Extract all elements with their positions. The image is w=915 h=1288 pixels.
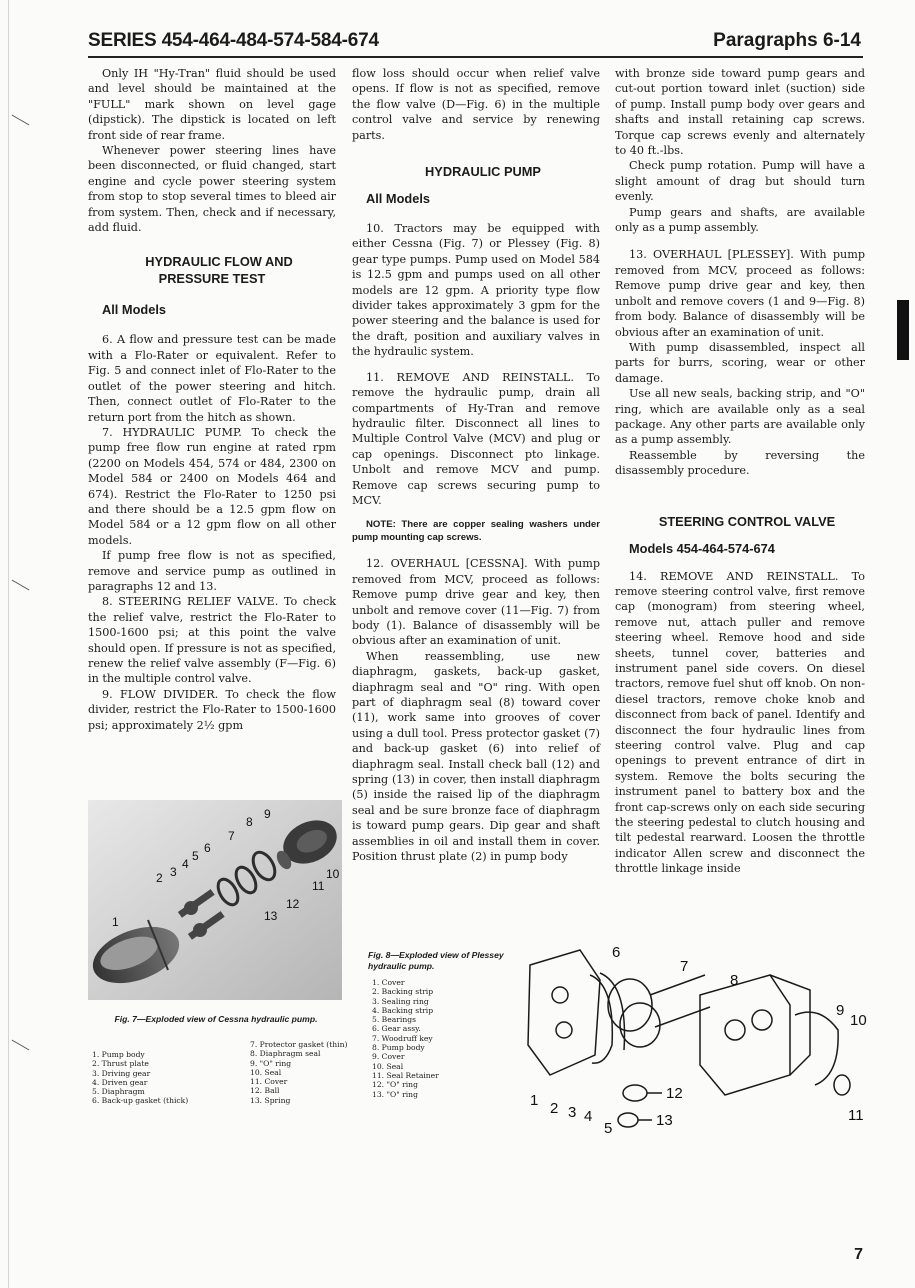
paragraph: 6. A flow and pressure test can be made with a Flo-Rater or equivalent. Refer to Fig. 5 and connect inlet of Flo-Rater to the outlet of the power steering and hitch. Then, connect outlet of Flo-Rater to the return port from the hitch as shown. [88,333,336,424]
paragraph: Whenever power steering lines have been disconnected, or fluid changed, start engine and cycle power steering system from stop to stop several times to bleed air from system. Then, check and if necessary, add fluid. [88,144,336,235]
paragraph: 8. STEERING RELIEF VALVE. To check the relief valve, restrict the Flo-Rater to 1500-1600 psi; at this point the valve should open. If pressure is not as specified, renew the relief valve assembly (F—Fig. 6) in the multiple control valve. [88,595,336,686]
scan-edge-line [8,0,9,1288]
part-item: 6. Gear assy. [372,1024,421,1034]
column-2 [352,66,600,864]
callout-11: 11 [312,879,325,893]
part-item: 13. Spring [250,1095,291,1105]
subsection-heading: All Models [366,191,430,207]
fig7-photo [88,800,342,1000]
part-item: 9. "O" ring [250,1058,292,1068]
callout-12: 12 [666,1085,683,1102]
paragraph: Pump gears and shafts, are available only as a pump assembly. [615,205,865,235]
callout-10: 10 [326,867,340,881]
callout-6: 6 [612,944,621,961]
paragraph: Only IH "Hy-Tran" fluid should be used and level should be maintained at the "FULL" mark shown on level gage (dipstick). The dipstick is located on left front side of rear frame. [88,67,336,142]
callout-5: 5 [192,849,199,863]
callout-13: 13 [264,909,278,923]
paragraph: Reassemble by reversing the disassembly procedure. [615,448,865,478]
part-item: 2. Thrust plate [92,1059,149,1069]
callout-3: 3 [170,865,177,879]
paragraph: 12. OVERHAUL [CESSNA]. With pump removed from MCV, proceed as follows: Remove pump drive gear and key, then unbolt and remove cover (11—Fig. 7) from body (1). Balance of disassembly will be obvious after an examination of unit. [352,557,600,648]
part-item: 10. Seal [372,1061,404,1071]
callout-3: 3 [568,1104,577,1121]
part-item: 8. Pump body [372,1043,425,1053]
callout-11: 11 [848,1107,864,1124]
paragraph: If pump free flow is not as specified, remove and service pump as outlined in paragraphs 12 and 13. [88,549,336,593]
callout-4: 4 [182,857,189,871]
part-item: 7. Protector gasket (thin) [250,1040,348,1049]
callout-7: 7 [228,829,235,843]
paragraph: 13. OVERHAUL [PLESSEY]. With pump removed from MCV, proceed as follows: Remove pump drive gear and key, then unbolt and remove covers (1 and 9—Fig. 8) from body. Balance of disassembly will be obvious after an examination of unit. [615,248,865,339]
callout-2: 2 [550,1100,559,1117]
part-item: 3. Sealing ring [372,996,429,1006]
paragraph: 9. FLOW DIVIDER. To check the flow divider, restrict the Flo-Rater to 1500-1600 psi; approximately 2½ gpm [88,687,336,732]
part-item: 10. Seal [250,1067,282,1077]
part-item: 11. Seal Retainer [372,1070,439,1080]
margin-mark [12,115,30,126]
callout-7: 7 [680,958,689,975]
fig7-caption: Fig. 7—Exploded view of Cessna hydraulic pump. [114,1014,318,1024]
header-rule [88,56,863,58]
part-item: 9. Cover [372,1052,405,1062]
callout-4: 4 [584,1108,593,1125]
series-title: SERIES 454-464-484-574-584-674 [88,30,379,51]
part-item: 5. Diaphragm [92,1087,145,1097]
callout-10: 10 [850,1012,867,1029]
part-item: 3. Driving gear [92,1068,151,1078]
part-item: 5. Bearings [372,1015,416,1025]
callout-2: 2 [156,871,163,885]
paragraph: flow loss should occur when relief valve opens. If flow is not as specified, remove the flow valve (D—Fig. 6) in the multiple control valve and service by renewing parts. [352,67,600,142]
fig8-caption: Fig. 8—Exploded view of Plessey hydraulic pump. [368,950,504,971]
paragraph: 10. Tractors may be equipped with either Cessna (Fig. 7) or Plessey (Fig. 8) gear type pumps. Pump used on Model 584 is 12.5 gpm and pumps used on all other models are 12 gpm. A priority type flow divider takes approximately 3 gpm for the power steering and the balance is used for the draft, position and auxiliary valves in the hydraulic system. [352,222,600,359]
part-item: 12. Ball [250,1086,280,1096]
fig8-parts [372,978,492,1099]
part-item: 7. Woodruff key [372,1033,433,1043]
part-item: 2. Backing strip [372,987,434,997]
callout-12: 12 [286,897,300,911]
page-number: 7 [854,1246,863,1263]
paragraph: Use all new seals, backing strip, and "O" ring, which are available only as a seal package. Any other parts are available only as a pump assembly. [615,387,865,447]
fig7-exploded-illustration [88,800,342,1000]
callout-1: 1 [530,1092,539,1109]
paragraph: Check pump rotation. Pump will have a slight amount of drag but should turn evenly. [615,159,865,204]
part-item: 8. Diaphragm seal [250,1049,321,1059]
section-heading: HYDRAULIC PUMP [425,164,541,180]
callout-8: 8 [730,972,739,989]
fig7-parts-left [92,1050,212,1106]
paragraphs-title: Paragraphs 6-14 [713,30,861,51]
section-heading: STEERING CONTROL VALVE [658,513,836,529]
paragraph: 14. REMOVE AND REINSTALL. To remove steering control valve, first remove cap (monogram) from steering wheel, remove nut, attach puller and remove steering wheel. Remove hood and side sheets, tunnel cover, batteries and instrument panel side covers. On diesel tractors, remove fuel shut off knob. On non-diesel tractors, remove choke knob and disconnect from back of panel. Identify and disconnect the four hydraulic lines from steering control valve. Plug and cap openings to prevent entrance of dirt in system. Remove the bolts securing the instrument panel to battery box and the front cap-screws only on each side securing the steering pedestal to clutch housing and tilt pedestal rearward. Loosen the throttle indicator Allen screw and disconnect the throttle linkage inside [615,569,865,876]
part-item: 12. "O" ring [372,1080,418,1090]
callout-1: 1 [112,915,119,929]
section-heading: HYDRAULIC FLOW AND PRESSURE TEST [145,254,293,287]
fig8-exploded-drawing [520,935,870,1135]
part-item: 6. Back-up gasket (thick) [92,1096,189,1106]
paragraph: With pump disassembled, inspect all parts for burrs, scoring, wear or other damage. [615,340,865,385]
callout-8: 8 [246,815,253,829]
callout-5: 5 [604,1120,613,1135]
part-item: 4. Driven gear [92,1077,148,1087]
column-3 [615,66,865,877]
subsection-heading: Models 454-464-574-674 [629,540,775,556]
part-item: 1. Cover [372,978,405,987]
part-item: 11. Cover [250,1077,288,1087]
margin-mark [12,580,30,591]
fig7-parts-right [250,1040,350,1105]
part-item: 1. Pump body [92,1050,145,1059]
callout-13: 13 [656,1112,673,1129]
column-1 [88,66,336,733]
part-item: 13. "O" ring [372,1089,418,1099]
callout-9: 9 [836,1002,845,1019]
subsection-heading: All Models [102,302,166,318]
paragraph: 7. HYDRAULIC PUMP. To check the pump free flow run engine at rated rpm (2200 on Models 454, 574 or 484, 2300 on Model 584 or 2400 on Models 464 and 674). Restrict the Flo-Rater to 1250 psi and there should be a 12.5 gpm flow on Model 584 or a 12 gpm flow on all other models. [88,425,336,547]
paragraph: When reassembling, use new diaphragm, gaskets, back-up gasket, diaphragm seal and "O" ring. With open part of diaphragm seal (8) toward cover (11), work same into grooves of cover using a dull tool. Press protector gasket (7) and back-up gasket (6) into relief of diaphragm seal. Install check ball (12) and spring (13) in cover, then install diaphragm (5) inside the raised lip of the diaphragm seal and be sure bronze face of diaphragm is toward pump gears. Dip gear and shaft assemblies in oil and install them in cover. Position thrust plate (2) in pump body [352,649,600,864]
part-item: 4. Backing strip [372,1005,434,1015]
paragraph: 11. REMOVE AND REINSTALL. To remove the hydraulic pump, drain all compartments of Hy-Tran and remove hydraulic filter. Disconnect all lines to Multiple Control Valve (MCV) and plug or cap openings. Disconnect pto linkage. Unbolt and remove MCV and pump. Remove cap screws securing pump to MCV. [352,370,600,507]
paragraph: with bronze side toward pump gears and cut-out portion toward inlet (suction) side of pump. Install pump body over gears and shafts and install retaining cap screws. Torque cap screws evenly and alternately to 40 ft.-lbs. [615,67,865,158]
margin-mark [12,1040,30,1051]
section-tab [897,300,909,360]
callout-6: 6 [204,841,211,855]
note: NOTE: There are copper sealing washers under pump mounting cap screws. [352,519,600,544]
callout-9: 9 [264,807,271,821]
